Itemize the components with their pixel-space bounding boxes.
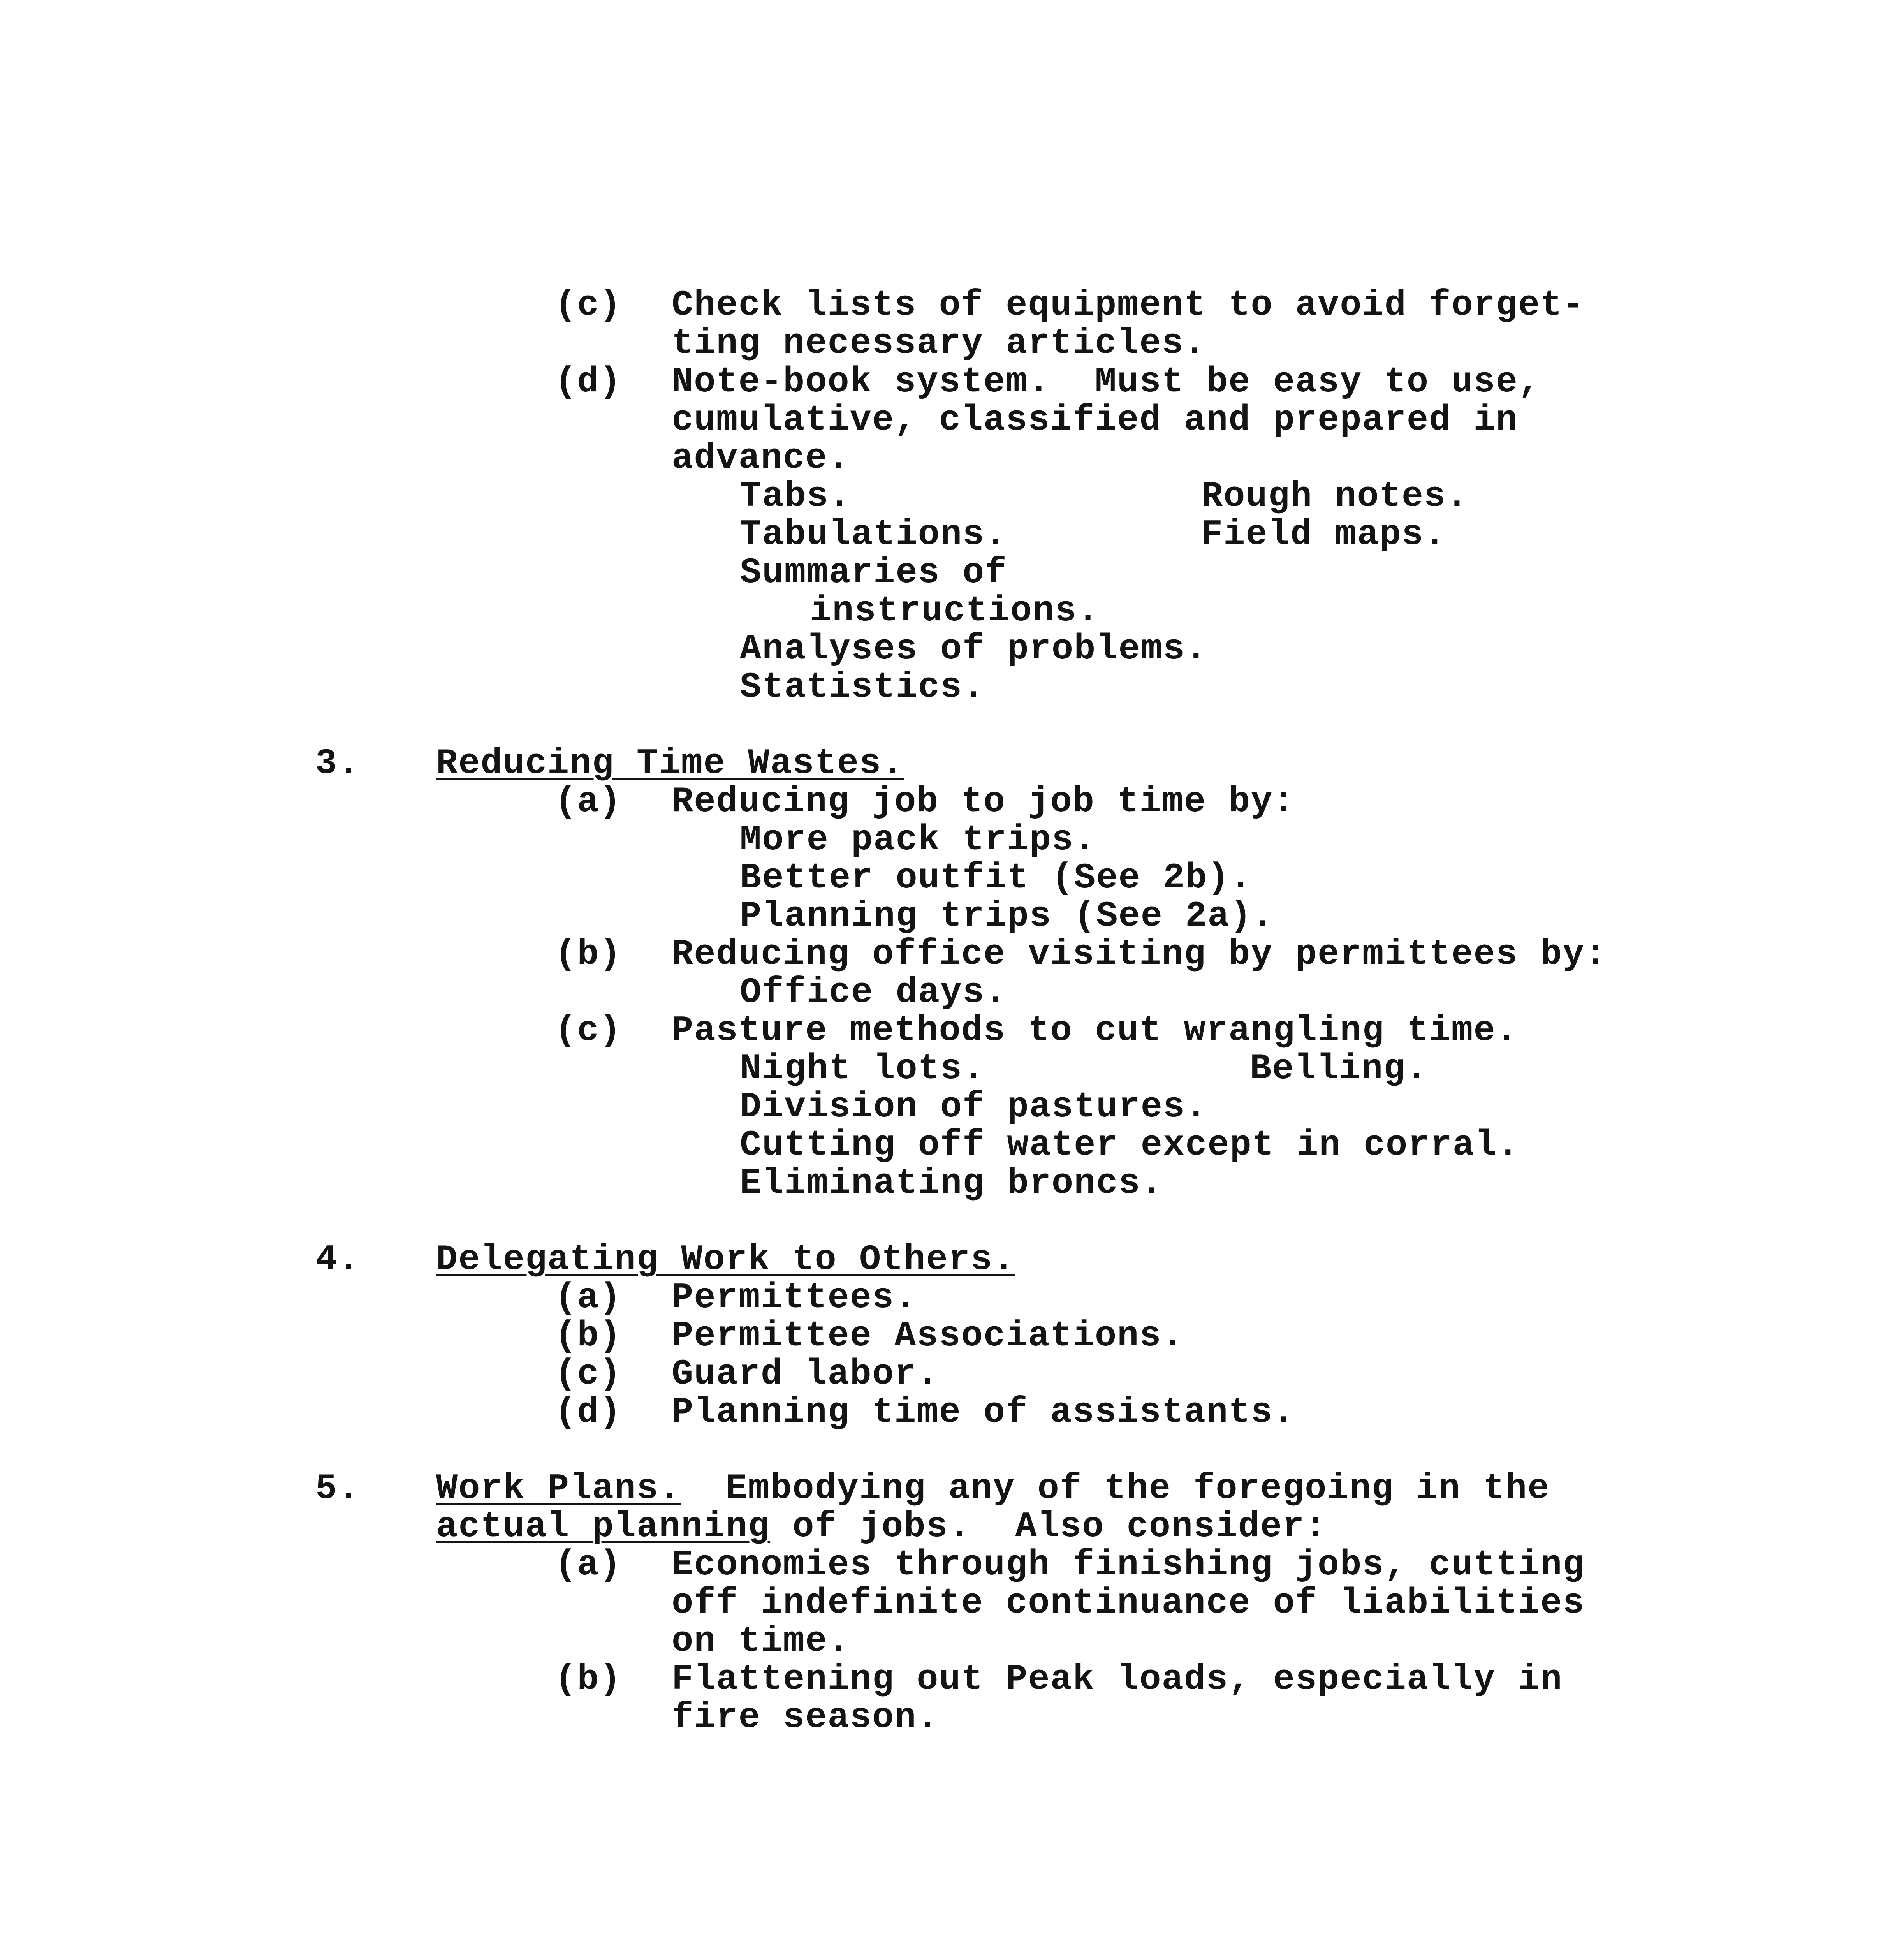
section-4-number: 4.	[315, 1239, 360, 1280]
section-5-heading: Work Plans.	[436, 1468, 681, 1509]
section-5-line-2-underlined: actual planning	[436, 1506, 771, 1547]
item-2c-text-line-1: Check lists of equipment to avoid forget-	[672, 285, 1585, 326]
section-5a-marker: (a)	[555, 1544, 622, 1585]
section-5-heading-line	[436, 1470, 1550, 1508]
section-4b-marker: (b)	[555, 1315, 622, 1356]
section-5a-line-1: Economies through finishing jobs, cutting	[672, 1544, 1585, 1585]
notebook-item-rough-notes: Rough notes.	[1201, 476, 1469, 517]
item-2d-marker: (d)	[555, 361, 622, 402]
section-3c-item-2: Division of pastures.	[740, 1086, 1208, 1127]
item-2d-text-line-3: advance.	[672, 438, 850, 479]
notebook-item-field-maps: Field maps.	[1201, 514, 1446, 555]
section-4-heading: Delegating Work to Others.	[436, 1239, 1015, 1280]
section-3c-text: Pasture methods to cut wrangling time.	[672, 1010, 1518, 1051]
section-3c-item-night-lots: Night lots.	[740, 1048, 985, 1089]
notebook-item-analyses: Analyses of problems.	[740, 628, 1208, 669]
section-4c-marker: (c)	[555, 1354, 622, 1394]
notebook-item-statistics: Statistics.	[740, 667, 985, 708]
section-3c-item-4: Eliminating broncs.	[740, 1163, 1163, 1204]
section-3c-item-belling: Belling.	[1250, 1048, 1428, 1089]
notebook-item-instructions: instructions.	[810, 590, 1100, 631]
notebook-item-tabulations: Tabulations.	[740, 514, 1007, 555]
section-4a-marker: (a)	[555, 1277, 622, 1318]
item-2d-text-line-2: cumulative, classified and prepared in	[672, 400, 1518, 440]
item-2c-text-line-2: ting necessary articles.	[672, 323, 1207, 364]
section-5-heading-rest: Embodying any of the foregoing in the	[681, 1468, 1550, 1509]
section-5-line-2	[436, 1508, 1327, 1546]
section-3c-item-3: Cutting off water except in corral.	[740, 1125, 1520, 1165]
section-3a-item-3: Planning trips (See 2a).	[740, 896, 1275, 937]
section-5b-marker: (b)	[555, 1659, 622, 1700]
section-3b-text: Reducing office visiting by permittees by:	[672, 934, 1607, 975]
section-3b-item-1: Office days.	[740, 972, 1007, 1013]
section-5b-line-1: Flattening out Peak loads, especially in	[672, 1659, 1563, 1700]
section-4d-text: Planning time of assistants.	[672, 1392, 1295, 1433]
section-3a-marker: (a)	[555, 781, 622, 822]
section-5-line-2-rest: of jobs. Also consider:	[770, 1506, 1327, 1547]
section-3b-marker: (b)	[555, 934, 622, 975]
section-3a-text: Reducing job to job time by:	[672, 781, 1295, 822]
section-5a-line-3: on time.	[672, 1621, 850, 1662]
item-2d-text-line-1: Note-book system. Must be easy to use,	[672, 361, 1541, 402]
notebook-item-tabs: Tabs.	[740, 476, 852, 517]
section-4c-text: Guard labor.	[672, 1354, 939, 1394]
section-3c-marker: (c)	[555, 1010, 622, 1051]
section-3a-item-1: More pack trips.	[740, 819, 1096, 860]
item-2c-marker: (c)	[555, 285, 622, 326]
section-4a-text: Permittees.	[672, 1277, 917, 1318]
section-3-number: 3.	[315, 743, 360, 784]
section-5b-line-2: fire season.	[672, 1697, 939, 1738]
section-3-heading: Reducing Time Wastes.	[436, 743, 904, 784]
section-5a-line-2: off indefinite continuance of liabilities	[672, 1583, 1585, 1623]
section-4b-text: Permittee Associations.	[672, 1315, 1184, 1356]
section-5-number: 5.	[315, 1468, 360, 1509]
section-3a-item-2: Better outfit (See 2b).	[740, 857, 1252, 898]
section-4d-marker: (d)	[555, 1392, 622, 1433]
notebook-item-summaries: Summaries of	[740, 552, 1007, 593]
